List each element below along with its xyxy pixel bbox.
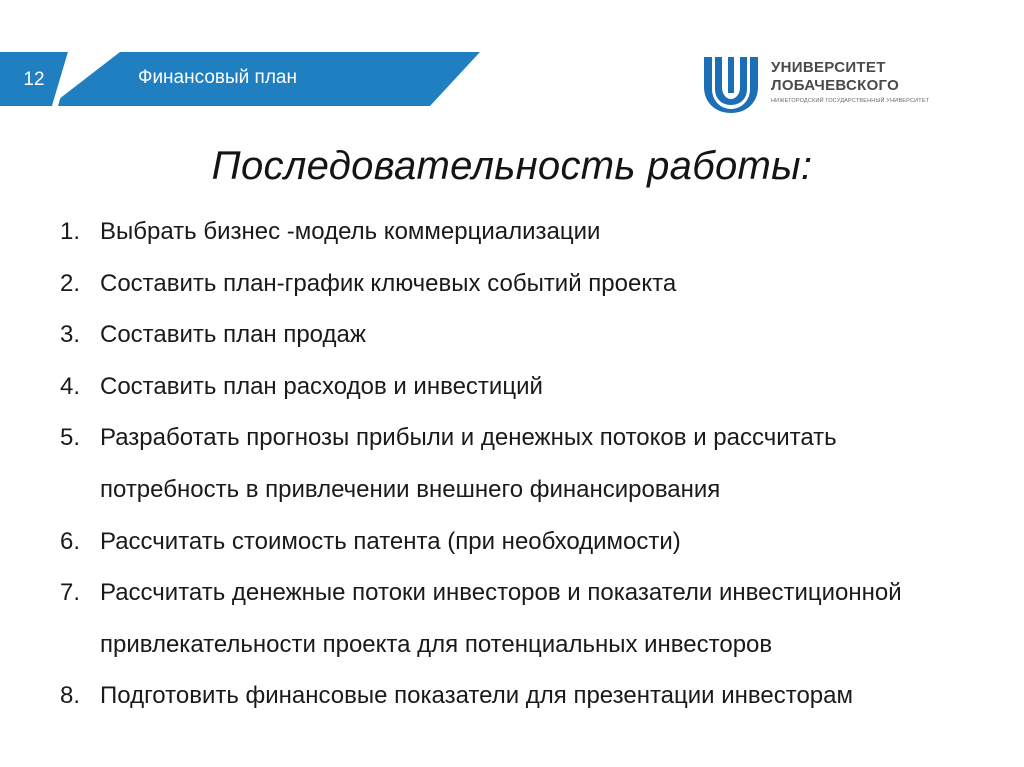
list-item-text: Составить план-график ключевых событий проекта (100, 269, 677, 297)
list-item-number: 1. (60, 218, 81, 245)
list-item (58, 567, 958, 670)
list-item-number: 7. (60, 579, 81, 607)
list-item-text: Выбрать бизнес -модель коммерциализации (100, 218, 601, 245)
list-item-text: Подготовить финансовые показатели для презентации инвесторам (100, 682, 853, 710)
logo-subtitle: НИЖЕГОРОДСКИЙ ГОСУДАРСТВЕННЫЙ УНИВЕРСИТЕТ (771, 98, 930, 104)
list-item (58, 309, 958, 361)
list-item (58, 670, 958, 722)
list-item (58, 206, 958, 258)
list-item-text: Разработать прогнозы прибыли и денежных потоков и рассчитать потребность в привлечении внешнего финансирования (100, 424, 837, 503)
logo-title-line1: УНИВЕРСИТЕТ (771, 59, 886, 76)
section-title: Финансовый план (138, 67, 297, 88)
list-item-text: Рассчитать стоимость патента (при необходимости) (100, 527, 681, 555)
list-item-number: 6. (60, 527, 81, 555)
list-item (58, 258, 958, 310)
university-logo (700, 53, 930, 115)
list-item (58, 361, 958, 413)
logo-title-line2: ЛОБАЧЕВСКОГО (771, 77, 900, 94)
page-title: Последовательность работы: (211, 144, 813, 188)
section-banner (0, 0, 500, 120)
university-shield-icon (700, 53, 762, 115)
slide-number: 12 (23, 69, 45, 90)
list-item-number: 5. (60, 424, 81, 452)
slide-header (0, 0, 1024, 140)
list-item-number: 3. (60, 321, 81, 349)
list-item-number: 2. (60, 269, 81, 297)
list-item (58, 516, 958, 568)
list-item-number: 8. (60, 682, 81, 710)
list-item-text: Составить план продаж (100, 321, 366, 349)
list-item-text: Составить план расходов и инвестиций (100, 372, 543, 400)
list-item-text: Рассчитать денежные потоки инвесторов и показатели инвестиционной привлекательности проекта для потенциальных инвесторов (100, 579, 902, 658)
steps-list (58, 206, 958, 722)
list-item (58, 412, 958, 515)
list-item-number: 4. (60, 372, 81, 400)
